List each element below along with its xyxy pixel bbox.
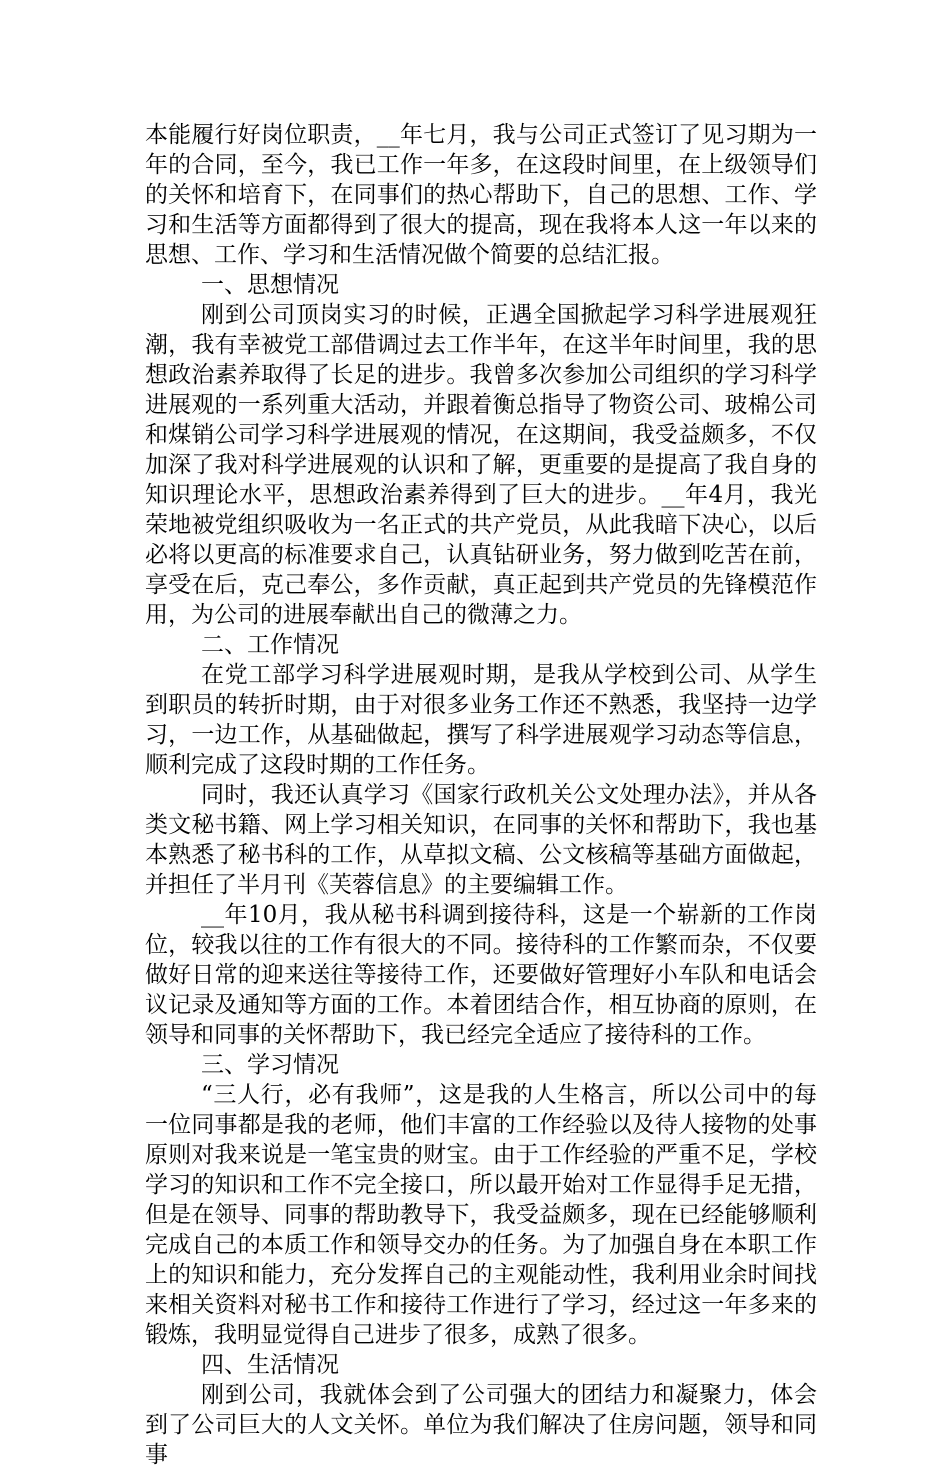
section-heading-study: 三、学习情况 — [201, 1052, 339, 1078]
paragraph-study: “三人行，必有我师”，这是我的人生格言，所以公司中的每一位同事都是我的老师，他们丰富的工作经验以及待人接物的处事原则对我来说是一笔宝贵的财宝。由于工作经验的严重不足，学校学习的知识和工作不完全接口，所以最开始对工作显得手足无措，但是在领导、同事的帮助教导下，我受益颇多，现在已经能够顺利完成自己的本质工作和领导交办的任务。为了加强自身在本职工作上的知识和能力，充分发挥自己的主观能动性，我利用业余时间找来相关资料对秘书工作和接待工作进行了学习，经过这一年多来的锻炼，我明显觉得自己进步了很多，成熟了很多。 — [145, 1082, 817, 1348]
section-heading-life: 四、生活情况 — [201, 1352, 339, 1378]
paragraph-life: 刚到公司，我就体会到了公司强大的团结力和凝聚力，体会到了公司巨大的人文关怀。单位为我们解决了住房问题，领导和同事 — [145, 1382, 817, 1468]
paragraph-thought: 刚到公司顶岗实习的时候，正遇全国掀起学习科学进展观狂潮，我有幸被党工部借调过去工作半年，在这半年时间里，我的思想政治素养取得了长足的进步。我曾多次参加公司组织的学习科学进展观的一系列重大活动，并跟着衡总指导了物资公司、玻棉公司和煤销公司学习科学进展观的情况，在这期间，我受益颇多，不仅加深了我对科学进展观的认识和了解，更重要的是提高了我自身的知识理论水平，思想政治素养得到了巨大的进步。__年4月，我光荣地被党组织吸收为一名正式的共产党员，从此我暗下决心，以后必将以更高的标准要求自己，认真钻研业务，努力做到吃苦在前，享受在后，克己奉公，多作贡献，真正起到共产党员的先锋模范作用，为公司的进展奉献出自己的微薄之力。 — [145, 302, 817, 628]
paragraph-intro: 本能履行好岗位职责，__年七月，我与公司正式签订了见习期为一年的合同，至今，我已工作一年多，在这段时间里，在上级领导们的关怀和培育下，在同事们的热心帮助下，自己的思想、工作、学习和生活等方面都得到了很大的提高，现在我将本人这一年以来的思想、工作、学习和生活情况做个简要的总结汇报。 — [145, 122, 817, 268]
section-heading-work: 二、工作情况 — [201, 632, 339, 658]
paragraph-work-1: 在党工部学习科学进展观时期，是我从学校到公司、从学生到职员的转折时期，由于对很多业务工作还不熟悉，我坚持一边学习，一边工作，从基础做起，撰写了科学进展观学习动态等信息，顺利完成了这段时期的工作任务。 — [145, 662, 817, 778]
paragraph-work-3: __年10月，我从秘书科调到接待科，这是一个崭新的工作岗位，较我以往的工作有很大的不同。接待科的工作繁而杂，不仅要做好日常的迎来送往等接待工作，还要做好管理好小车队和电话会议记录及通知等方面的工作。本着团结合作，相互协商的原则，在领导和同事的关怀帮助下，我已经完全适应了接待科的工作。 — [145, 902, 817, 1048]
paragraph-work-2: 同时，我还认真学习《国家行政机关公文处理办法》，并从各类文秘书籍、网上学习相关知识，在同事的关怀和帮助下，我也基本熟悉了秘书科的工作，从草拟文稿、公文核稿等基础方面做起，并担任了半月刊《芙蓉信息》的主要编辑工作。 — [145, 782, 817, 898]
document-body — [145, 120, 817, 1470]
section-heading-thought: 一、思想情况 — [201, 272, 339, 298]
